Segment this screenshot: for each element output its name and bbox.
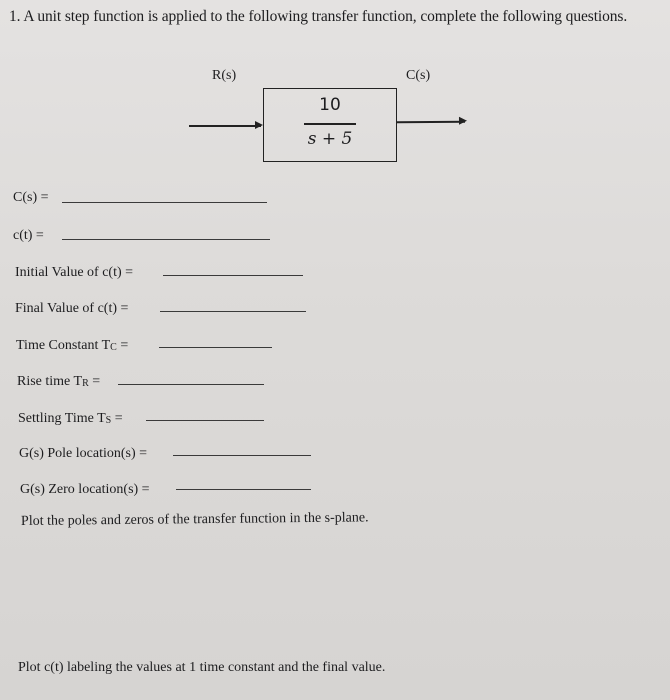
answer-row-ct xyxy=(13,228,44,244)
answer-row-settling-time xyxy=(18,411,123,427)
answer-subscript: S xyxy=(105,415,112,426)
answer-label: Final Value of c(t) = xyxy=(15,301,129,316)
answer-row-zero-location xyxy=(20,482,150,498)
answer-label: Initial Value of c(t) = xyxy=(15,265,134,280)
input-arrow xyxy=(189,125,261,127)
transfer-function-block xyxy=(263,88,397,162)
tf-fraction-bar xyxy=(304,123,356,125)
answer-subscript: C xyxy=(110,342,117,353)
output-label: C(s) xyxy=(406,68,431,83)
answer-line[interactable] xyxy=(176,489,311,490)
answer-subscript: R xyxy=(82,378,89,389)
answer-equals: = xyxy=(111,411,123,426)
answer-equals: = xyxy=(88,374,101,389)
answer-line[interactable] xyxy=(118,384,264,385)
answer-label: Rise time T xyxy=(17,374,83,389)
answer-row-final-value xyxy=(15,301,128,317)
answer-label: Settling Time T xyxy=(18,411,106,426)
plot-instruction: Plot the poles and zeros of the transfer function in the s-plane. xyxy=(20,510,369,529)
answer-label: c(t) = xyxy=(13,228,44,243)
answer-row-initial-value xyxy=(15,265,133,281)
answer-line[interactable] xyxy=(62,239,270,240)
answer-line[interactable] xyxy=(163,275,303,276)
answer-equals: = xyxy=(116,338,129,353)
answer-line[interactable] xyxy=(160,311,306,312)
output-arrow xyxy=(397,121,465,123)
answer-line[interactable] xyxy=(62,202,267,203)
answer-line[interactable] xyxy=(159,347,272,348)
question-title: 1. A unit step function is applied to the following transfer function, complete the following questions. xyxy=(9,8,628,25)
answer-label: Time Constant T xyxy=(16,338,111,353)
answer-line[interactable] xyxy=(146,420,264,421)
answer-label: C(s) = xyxy=(13,190,49,205)
input-label: R(s) xyxy=(212,68,237,83)
answer-row-cs xyxy=(13,190,49,206)
answer-row-rise-time xyxy=(17,374,100,390)
tf-denominator: s + 5 xyxy=(307,129,353,149)
tf-numerator: 10 xyxy=(319,95,341,115)
answer-label: G(s) Pole location(s) = xyxy=(19,446,148,461)
answer-row-time-constant xyxy=(16,338,128,354)
answer-line[interactable] xyxy=(173,455,311,456)
answer-label: G(s) Zero location(s) = xyxy=(20,482,150,497)
final-instruction: Plot c(t) labeling the values at 1 time constant and the final value. xyxy=(18,660,386,675)
answer-row-pole-location xyxy=(19,446,147,462)
